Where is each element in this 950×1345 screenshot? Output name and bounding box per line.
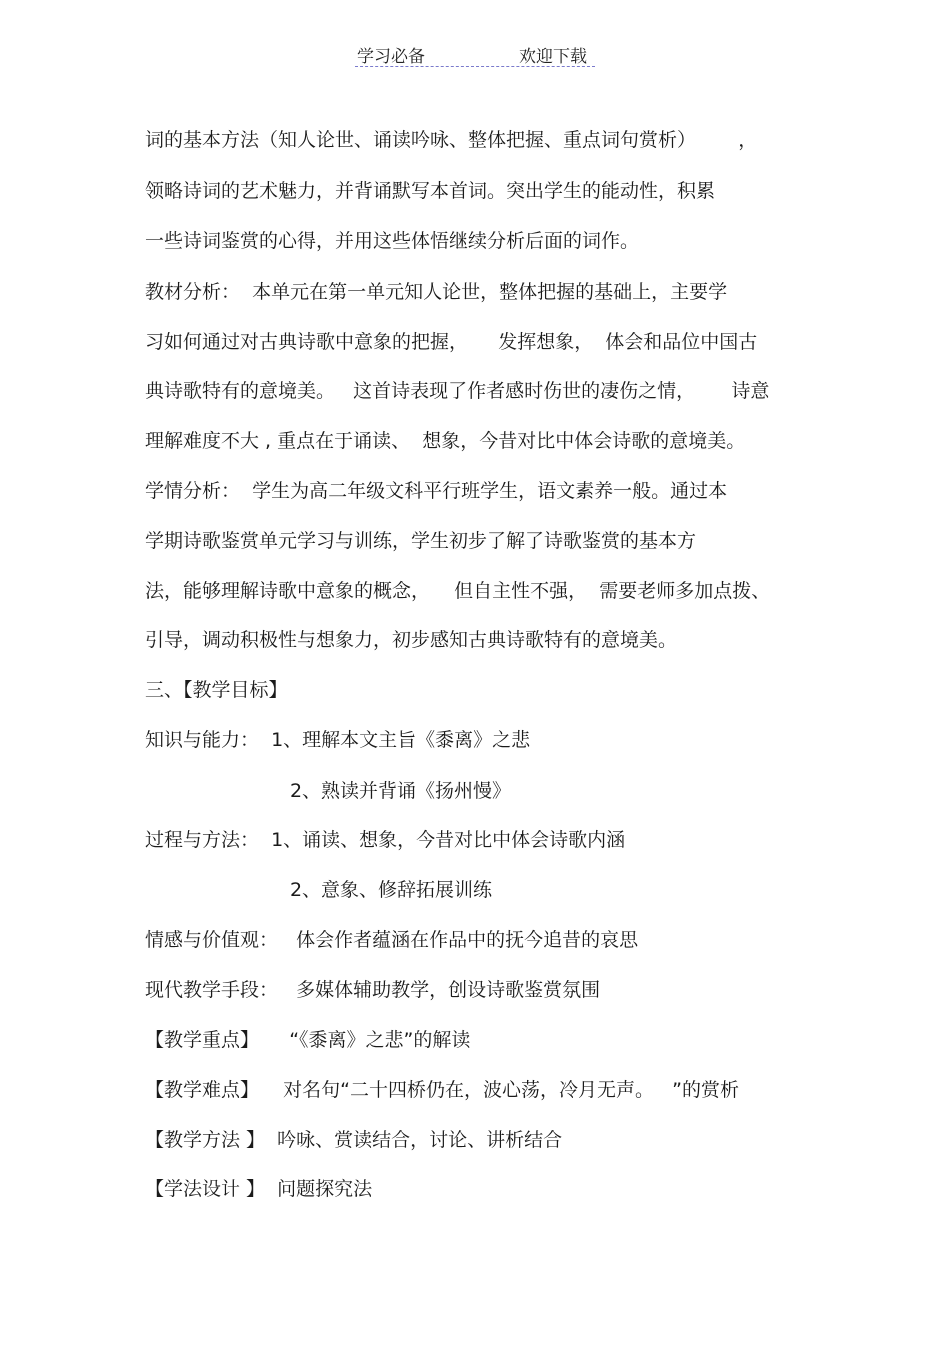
text-line: 理解难度不大 , 重点在于诵读、 想象，今昔对比中体会诗歌的意境美。: [145, 430, 746, 452]
text-line: 【教学重点】 “《黍离》之悲”的解读: [145, 1029, 471, 1051]
text-line: 【学法设计 】 问题探究法: [145, 1178, 373, 1200]
text-line: 【教学难点】 对名句“二十四桥仍在，波心荡，冷月无声。 ”的赏析: [145, 1079, 739, 1101]
text-line: 情感与价值观： 体会作者蕴涵在作品中的抚今追昔的哀思: [145, 929, 639, 951]
header-left-text: 学习必备: [357, 47, 425, 67]
text-line: 知识与能力： 1、理解本文主旨《黍离》之悲: [145, 729, 531, 751]
text-line: 学情分析： 学生为高二年级文科平行班学生，语文素养一般。通过本: [145, 480, 728, 502]
text-line: 词的基本方法（知人论世、诵读吟咏、整体把握、重点词句赏析） ，: [145, 129, 758, 151]
text-line: 法，能够理解诗歌中意象的概念， 但自主性不强， 需要老师多加点拨、: [145, 580, 771, 602]
text-line: 引导，调动积极性与想象力，初步感知古典诗歌特有的意境美。: [145, 629, 678, 651]
text-line: 习如何通过对古典诗歌中意象的把握， 发挥想象， 体会和品位中国古: [145, 331, 758, 353]
text-line: 2、意象、修辞拓展训练: [145, 879, 493, 901]
text-line: 过程与方法： 1、诵读、想象，今昔对比中体会诗歌内涵: [145, 829, 626, 851]
text-line: 2、熟读并背诵《扬州慢》: [145, 780, 512, 802]
text-line: 现代教学手段： 多媒体辅助教学，创设诗歌鉴赏氛围: [145, 979, 601, 1001]
text-line: 典诗歌特有的意境美。 这首诗表现了作者感时伤世的凄伤之情， 诗意: [145, 380, 770, 402]
page-header: [355, 40, 595, 67]
text-line: 学期诗歌鉴赏单元学习与训练，学生初步了解了诗歌鉴赏的基本方: [145, 530, 697, 552]
text-line: 【教学方法 】 吟咏、赏读结合，讨论、讲析结合: [145, 1129, 563, 1151]
text-line: 一些诗词鉴赏的心得，并用这些体悟继续分析后面的词作。: [145, 230, 640, 252]
text-line: 领略诗词的艺术魅力，并背诵默写本首词。突出学生的能动性，积累: [145, 180, 716, 202]
text-line: 教材分析： 本单元在第一单元知人论世，整体把握的基础上，主要学: [145, 281, 728, 303]
header-right-text: 欢迎下载: [519, 47, 587, 67]
section-heading: 三、【教学目标】: [145, 679, 288, 701]
